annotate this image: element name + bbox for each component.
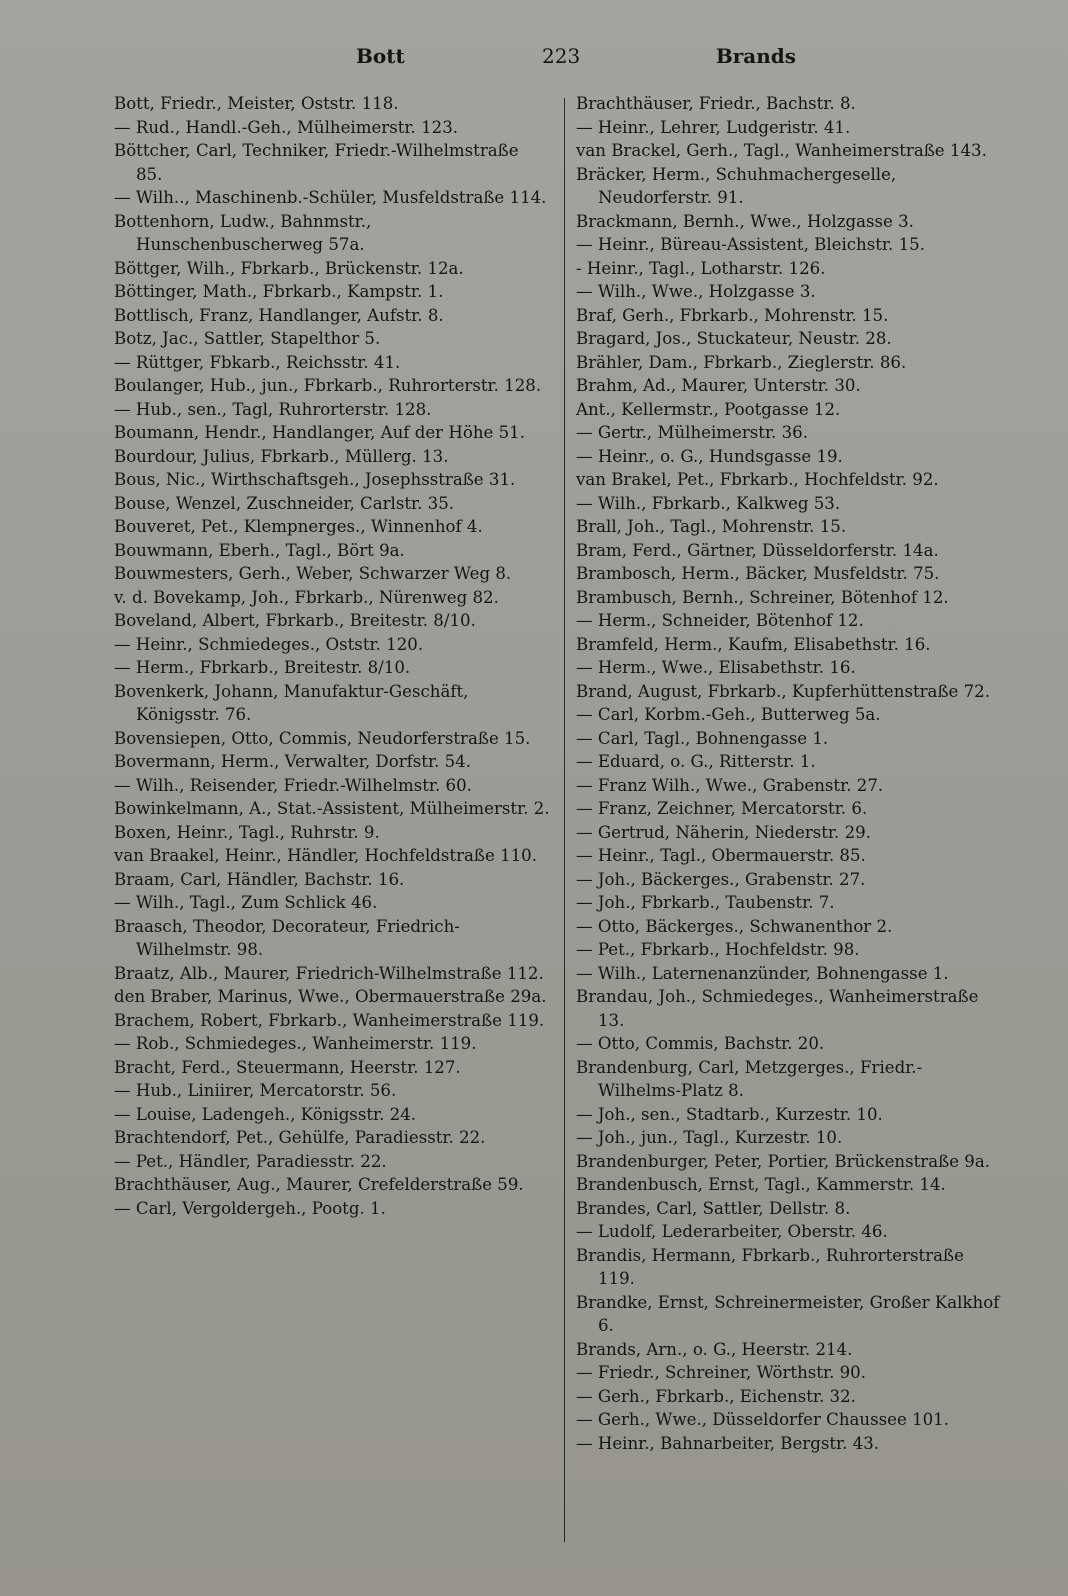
directory-entry: Brachtendorf, Pet., Gehülfe, Paradiesstr. 22.: [114, 1128, 486, 1147]
directory-entry: — Wilh., Reisender, Friedr.-Wilhelmstr. 60.: [114, 775, 472, 795]
page-header: [112, 44, 796, 74]
directory-entry: van Braakel, Heinr., Händler, Hochfeldstraße 110.: [114, 846, 538, 865]
directory-entry: — Pet., Händler, Paradiesstr. 22.: [114, 1151, 387, 1171]
directory-entry: Bott, Friedr., Meister, Oststr. 118.: [114, 94, 399, 113]
directory-entry: Bouveret, Pet., Klempnerges., Winnenhof 4.: [114, 517, 483, 536]
directory-entry: van Brackel, Gerh., Tagl., Wanheimerstraße 143.: [576, 141, 987, 160]
directory-entry: Brandke, Ernst, Schreinermeister, Großer Kalkhof 6.: [576, 1292, 1000, 1335]
directory-entry: Bottlisch, Franz, Handlanger, Aufstr. 8.: [114, 305, 444, 325]
directory-entry: — Wilh., Wwe., Holzgasse 3.: [576, 282, 816, 301]
directory-entry: Böttcher, Carl, Techniker, Friedr.-Wilhelmstraße 85.: [114, 141, 519, 184]
directory-entry: — Heinr., Lehrer, Ludgeristr. 41.: [576, 117, 851, 137]
directory-entry: — Heinr., o. G., Hundsgasse 19.: [576, 446, 843, 466]
running-head-left: Bott: [356, 44, 405, 68]
directory-entry: — Hub., Liniirer, Mercatorstr. 56.: [114, 1081, 397, 1100]
directory-entry: — Wilh., Tagl., Zum Schlick 46.: [114, 893, 378, 912]
directory-entry: Brambosch, Herm., Bäcker, Musfeldstr. 75.: [576, 564, 940, 583]
directory-entry: Bouwmann, Eberh., Tagl., Bört 9a.: [114, 540, 405, 560]
directory-entry: Boxen, Heinr., Tagl., Ruhrstr. 9.: [114, 822, 380, 842]
directory-entry: Boveland, Albert, Fbrkarb., Breitestr. 8/10.: [114, 611, 476, 630]
directory-entry: — Wilh., Laternenanzünder, Bohnengasse 1.: [576, 963, 949, 983]
directory-entry: Brandenbusch, Ernst, Tagl., Kammerstr. 14.: [576, 1175, 946, 1194]
directory-entry: Brachem, Robert, Fbrkarb., Wanheimerstraße 119.: [114, 1010, 545, 1030]
directory-entry: — Otto, Bäckerges., Schwanenthor 2.: [576, 916, 893, 936]
directory-entry: Brackmann, Bernh., Wwe., Holzgasse 3.: [576, 211, 914, 231]
directory-entry: Braasch, Theodor, Decorateur, Friedrich-Wilhelmstr. 98.: [114, 916, 460, 959]
directory-entry: — Carl, Vergoldergeh., Pootg. 1.: [114, 1198, 386, 1218]
directory-entry: Boulanger, Hub., jun., Fbrkarb., Ruhrorterstr. 128.: [114, 376, 542, 395]
directory-entry: Braf, Gerh., Fbrkarb., Mohrenstr. 15.: [576, 305, 889, 325]
directory-entry: — Wilh., Fbrkarb., Kalkweg 53.: [576, 493, 841, 513]
directory-entry: — Otto, Commis, Bachstr. 20.: [576, 1034, 825, 1053]
directory-entry: Bous, Nic., Wirthschaftsgeh., Josephsstraße 31.: [114, 470, 516, 489]
directory-entry: Brachthäuser, Aug., Maurer, Crefelderstraße 59.: [114, 1175, 524, 1194]
directory-entry: Brandau, Joh., Schmiedeges., Wanheimerstraße 13.: [576, 987, 979, 1030]
directory-entry: — Herm., Schneider, Bötenhof 12.: [576, 611, 864, 630]
directory-entry: Brandenburg, Carl, Metzgerges., Friedr.-Wilhelms-Platz 8.: [576, 1057, 923, 1100]
directory-entry: — Rob., Schmiedeges., Wanheimerstr. 119.: [114, 1034, 477, 1053]
directory-entry: Brandis, Hermann, Fbrkarb., Ruhrorterstraße 119.: [576, 1245, 964, 1288]
directory-entry: Brand, August, Fbrkarb., Kupferhüttenstraße 72.: [576, 681, 991, 701]
directory-entry: Bottenhorn, Ludw., Bahnmstr., Hunschenbuscherweg 57a.: [114, 211, 372, 254]
directory-entry: — Franz Wilh., Wwe., Grabenstr. 27.: [576, 775, 884, 795]
column-divider: [564, 98, 565, 1542]
directory-entry: — Eduard, o. G., Ritterstr. 1.: [576, 752, 816, 771]
directory-entry: — Hub., sen., Tagl, Ruhrorterstr. 128.: [114, 399, 432, 419]
directory-entry: Ant., Kellermstr., Pootgasse 12.: [576, 399, 841, 419]
directory-entry: — Joh., Bäckerges., Grabenstr. 27.: [576, 869, 866, 889]
directory-entry: Bram, Ferd., Gärtner, Düsseldorferstr. 14a.: [576, 540, 939, 560]
directory-entry: Brähler, Dam., Fbrkarb., Zieglerstr. 86.: [576, 352, 907, 372]
directory-entry: — Gerh., Wwe., Düsseldorfer Chaussee 101.: [576, 1410, 950, 1429]
directory-entry: Boumann, Hendr., Handlanger, Auf der Höhe 51.: [114, 423, 525, 442]
directory-entry: Böttinger, Math., Fbrkarb., Kampstr. 1.: [114, 282, 444, 301]
directory-entry: Brands, Arn., o. G., Heerstr. 214.: [576, 1339, 853, 1359]
directory-entry: — Heinr., Bahnarbeiter, Bergstr. 43.: [576, 1433, 880, 1453]
directory-entry: Bourdour, Julius, Fbrkarb., Müllerg. 13.: [114, 446, 449, 466]
directory-entry: — Joh., Fbrkarb., Taubenstr. 7.: [576, 893, 835, 912]
directory-entry: — Heinr., Schmiedeges., Oststr. 120.: [114, 634, 424, 654]
right-column: [576, 92, 1002, 1455]
directory-entry: Brandenburger, Peter, Portier, Brückenstraße 9a.: [576, 1151, 991, 1171]
directory-entry: — Joh., jun., Tagl., Kurzestr. 10.: [576, 1128, 843, 1147]
directory-entry: Bräcker, Herm., Schuhmachergeselle, Neudorferstr. 91.: [576, 164, 897, 207]
directory-entry: Böttger, Wilh., Fbrkarb., Brückenstr. 12a.: [114, 258, 464, 278]
directory-entry: Bouse, Wenzel, Zuschneider, Carlstr. 35.: [114, 493, 455, 513]
directory-entry: - Heinr., Tagl., Lotharstr. 126.: [576, 258, 826, 278]
directory-entry: Brachthäuser, Friedr., Bachstr. 8.: [576, 94, 856, 113]
directory-entry: — Carl, Korbm.-Geh., Butterweg 5a.: [576, 705, 881, 724]
page-number: 223: [542, 44, 581, 68]
running-head-right: Brands: [715, 44, 796, 68]
directory-entry: Botz, Jac., Sattler, Stapelthor 5.: [114, 329, 381, 348]
directory-entry: Bovermann, Herm., Verwalter, Dorfstr. 54.: [114, 752, 472, 771]
directory-entry: — Gerh., Fbrkarb., Eichenstr. 32.: [576, 1386, 856, 1406]
directory-entry: v. d. Bovekamp, Joh., Fbrkarb., Nürenweg 82.: [114, 587, 499, 607]
directory-entry: — Louise, Ladengeh., Königsstr. 24.: [114, 1104, 417, 1124]
directory-entry: — Friedr., Schreiner, Wörthstr. 90.: [576, 1363, 867, 1382]
directory-entry: Bramfeld, Herm., Kaufm, Elisabethstr. 16.: [576, 634, 931, 654]
directory-entry: — Herm., Wwe., Elisabethstr. 16.: [576, 658, 856, 677]
directory-entry: Bouwmesters, Gerh., Weber, Schwarzer Weg 8.: [114, 564, 512, 583]
directory-entry: Bragard, Jos., Stuckateur, Neustr. 28.: [576, 329, 892, 348]
directory-entry: — Joh., sen., Stadtarb., Kurzestr. 10.: [576, 1104, 883, 1124]
directory-entry: — Rüttger, Fbkarb., Reichsstr. 41.: [114, 352, 401, 372]
directory-entry: — Ludolf, Lederarbeiter, Oberstr. 46.: [576, 1222, 888, 1241]
directory-entry: Bovensiepen, Otto, Commis, Neudorferstraße 15.: [114, 728, 531, 748]
directory-entry: den Braber, Marinus, Wwe., Obermauerstraße 29a.: [114, 987, 547, 1006]
directory-entry: Brandes, Carl, Sattler, Dellstr. 8.: [576, 1198, 851, 1218]
directory-entry: Brambusch, Bernh., Schreiner, Bötenhof 12.: [576, 587, 949, 607]
directory-entry: Brall, Joh., Tagl., Mohrenstr. 15.: [576, 517, 847, 536]
directory-entry: — Gertrud, Näherin, Niederstr. 29.: [576, 822, 871, 842]
directory-entry: — Heinr., Büreau-Assistent, Bleichstr. 15.: [576, 235, 925, 254]
directory-entry: — Carl, Tagl., Bohnengasse 1.: [576, 728, 829, 748]
directory-entry: — Franz, Zeichner, Mercatorstr. 6.: [576, 799, 868, 818]
directory-entry: van Brakel, Pet., Fbrkarb., Hochfeldstr. 92.: [576, 470, 939, 489]
left-column: [114, 92, 550, 1220]
directory-entry: — Pet., Fbrkarb., Hochfeldstr. 98.: [576, 940, 860, 959]
directory-entry: — Gertr., Mülheimerstr. 36.: [576, 423, 808, 442]
directory-entry: Brahm, Ad., Maurer, Unterstr. 30.: [576, 376, 861, 395]
directory-entry: Braatz, Alb., Maurer, Friedrich-Wilhelmstraße 112.: [114, 963, 544, 983]
directory-entry: — Herm., Fbrkarb., Breitestr. 8/10.: [114, 658, 411, 677]
directory-entry: Bowinkelmann, A., Stat.-Assistent, Mülheimerstr. 2.: [114, 799, 550, 818]
directory-entry: — Heinr., Tagl., Obermauerstr. 85.: [576, 846, 866, 865]
directory-entry: Bovenkerk, Johann, Manufaktur-Geschäft, Königsstr. 76.: [114, 681, 469, 724]
directory-entry: — Wilh.., Maschinenb.-Schüler, Musfeldstraße 114.: [114, 188, 547, 207]
directory-entry: Braam, Carl, Händler, Bachstr. 16.: [114, 869, 405, 889]
directory-entry: — Rud., Handl.-Geh., Mülheimerstr. 123.: [114, 117, 459, 137]
directory-entry: Bracht, Ferd., Steuermann, Heerstr. 127.: [114, 1057, 461, 1077]
